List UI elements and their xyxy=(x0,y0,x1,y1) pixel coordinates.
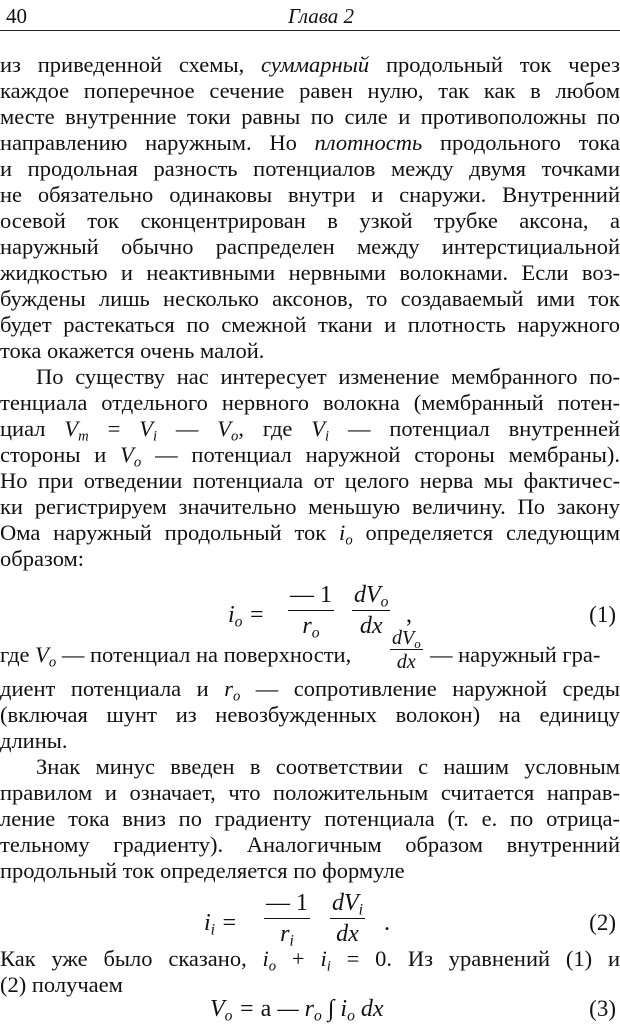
fraction: — 1 $r_i$ xyxy=(266,890,308,950)
text-line: тельному градиенту). Аналогичным образом внутренний xyxy=(0,832,620,857)
text-line: диент потенциала и $r_o$ — сопротивление наружной среды xyxy=(0,676,620,705)
text-line: Как уже было сказано, $i_o + i_i = 0$. Из уравнений (1) и xyxy=(0,946,620,975)
page-header xyxy=(0,0,620,34)
fraction: $dV_o$ dx xyxy=(392,627,421,673)
text-line: будет растекаться по смежной ткани и плотность наружного xyxy=(0,312,620,337)
text-line: ление тока вниз по градиенту потенциала (т. е. по отрица- xyxy=(0,806,620,831)
equation-lhs: $i_o$ = xyxy=(228,602,265,631)
text-line: месте внутренние токи равны по силе и противоположны по xyxy=(0,104,620,129)
text-line: направлению наружным. Но плотность продольного тока xyxy=(0,130,620,155)
text-line: Знак минус введен в соответствии с нашим условным xyxy=(36,754,620,779)
text-line: образом: xyxy=(0,546,85,571)
equation-number: (2) xyxy=(589,910,616,935)
text-line: (2) получаем xyxy=(0,972,123,997)
equation-1: $i_o$ = — 1 $r_o$ $dV_o$ dx , (1) xyxy=(228,582,616,642)
equation-body: $V_o = a$ — $r_o$ ∫ $i_o$ dx xyxy=(210,996,384,1025)
text-line: (включая шунт из невозбужденных волокон) на единицу xyxy=(0,702,620,727)
text-line: циал $V_m = V_i$ — $V_o$, где $V_i$ — потенциал внутренней xyxy=(0,416,620,445)
text-line: ки регистрируем значительно меньшую величину. По закону xyxy=(0,494,620,519)
text-line: из приведенной схемы, суммарный продольный ток через xyxy=(0,52,620,77)
equation-lhs: $i_i$ = xyxy=(204,910,238,939)
fraction: $dV_o$ dx xyxy=(354,582,389,639)
page-number: 40 xyxy=(6,4,27,28)
text-line: и продольная разность потенциалов между двумя точками xyxy=(0,156,620,181)
text-line: буждены лишь несколько аксонов, то создаваемый ими ток xyxy=(0,286,620,311)
text-line: Ома наружный продольный ток $i_o$ определяется следующим xyxy=(0,520,620,549)
equation-number: (3) xyxy=(589,996,616,1021)
header-rule xyxy=(0,30,620,31)
running-title: Глава 2 xyxy=(288,4,354,28)
text-line: не обязательно одинаковы внутри и снаружи. Внутренний xyxy=(0,182,620,207)
text-line: По существу нас интересует изменение мембранного по- xyxy=(36,364,620,389)
text-line: наружный обычно распределен между интерстициальной xyxy=(0,234,620,259)
text-line: Но при отведении потенциала от целого нерва мы фактичес- xyxy=(0,468,620,493)
text-line: правилом и означает, что положительным считается направ- xyxy=(0,780,620,805)
fraction: — 1 $r_o$ xyxy=(290,582,332,642)
text-line: каждое поперечное сечение равен нулю, так как в любом xyxy=(0,78,620,103)
text-line: тока окажется очень малой. xyxy=(0,338,265,363)
text-line: продольный ток определяется по формуле xyxy=(0,858,405,883)
fraction: $dV_i$ dx xyxy=(332,890,364,947)
text-line: длины. xyxy=(0,728,68,753)
document-page: 40 Глава 2 из приведенной схемы, суммарный продольный ток через каждое поперечное сечение равен нулю, так как в любом месте внутренние токи равны по силе и противоположны по направлению наружным. Но плотность продольного тока и продольная разность потенциалов между двумя точками не обязательно одинаковы внутри и снаружи. Внутренний осевой ток сконцентрирован в узкой трубке аксона, а наружный обычно распределен между интерстициальной жидкостью и неактивными нервными волокнами. Если воз- буждены лишь несколько аксонов, то создаваемый ими ток будет растекаться по смежной ткани и плотность наружного тока окажется очень малой. По существу нас интересует изменение мембранного по- тенциала отдельного нервного волокна (мембранный потен- циал $V_m = V_i$ — $V_o$, где $V_i$ — потенциал внутренней стороны и $V_o$ — потенциал наружной стороны мембраны). Но при отведении потенциала от целого нерва мы фактичес- ки регистрируем значительно меньшую величину. По закону Ома наружный продольный ток $i_o$ определяется следующим образом: $i_o$ = — 1 $r_o$ $dV_o$ dx , (1) где $V_o$ — потенциал на поверхности, $dV_o$ dx — наружный гра- диент потенциала и $r_o$ — сопротивление наружной среды (включая шунт из невозбужденных волокон) на единицу длины. Знак минус введен в соответствии с нашим условным правилом и означает, что положительным считается направ- ление тока вниз по градиенту потенциала (т. е. по отрица- тельному градиенту). Аналогичным образом внутренний продольный ток определяется по формуле $i_i$ = — 1 $r_i$ $dV_i$ dx . (2) Как уже было сказано, $i_o + i_i = 0$. Из уравнений (1) и (2) получаем $V_o = a$ — $r_o$ ∫ $i_o$ dx (3) xyxy=(0,0,620,1022)
text-line: осевой ток сконцентрирован в узкой трубке аксона, а xyxy=(0,208,620,233)
equation-2: $i_i$ = — 1 $r_i$ $dV_i$ dx . (2) xyxy=(204,890,616,950)
text-line: тенциала отдельного нервного волокна (мембранный потен- xyxy=(0,390,620,415)
equation-number: (1) xyxy=(589,602,616,627)
text-line: жидкостью и неактивными нервными волокнами. Если воз- xyxy=(0,260,620,285)
text-line: стороны и $V_o$ — потенциал наружной стороны мембраны). xyxy=(0,442,620,471)
equation-3 xyxy=(0,994,620,1025)
